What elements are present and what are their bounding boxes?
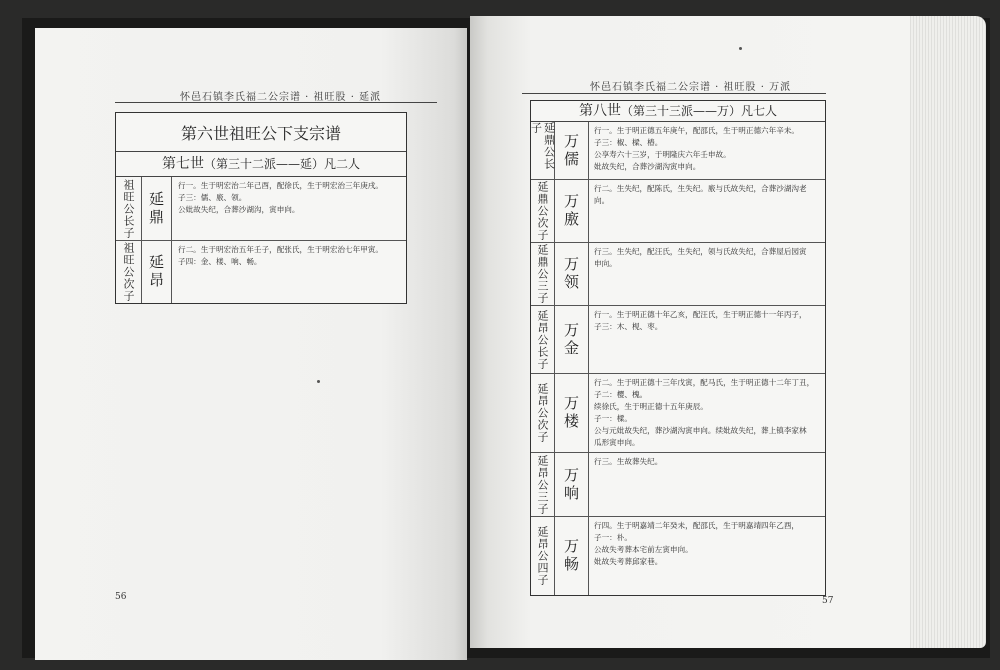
left-generation-paren: （第三十二派——延） (203, 157, 324, 171)
entry-description: 行一。生于明正德五年庚午，配邵氏，生于明正德六年辛未。 子三：椒、樑、椿。 公享寿六十三岁，于明隆庆六年壬申故。 妣故失纪，合葬沙湖沟寅申向。 (594, 126, 800, 171)
right-running-head: 怀邑石镇李氏福二公宗谱 · 祖旺股 · 万派 (590, 82, 792, 93)
entry-description: 行二。生失纪，配陈氏，生失纪。廒与氏故失纪，合葬沙湖沟老 向。 (594, 184, 807, 205)
right-entry-row (531, 306, 825, 374)
right-entry-row (531, 243, 825, 306)
entry-description: 行四。生于明嘉靖二年癸未，配邵氏，生于明嘉靖四年乙酉， 子一：朴。 公故失考葬本宅前左寅申向。 妣故失考葬邱家巷。 (594, 521, 800, 566)
entry-name: 万领 (555, 243, 589, 305)
entry-relation: 祖旺公次子 (116, 241, 142, 303)
entry-name: 延昂 (142, 241, 172, 303)
left-entries (116, 177, 406, 303)
right-entry-row (531, 122, 825, 180)
entry-description: 行二。生于明正德十三年戊寅，配马氏，生于明正德十二年丁丑， 子二：樱、槐。 续徐氏，生于明正德十五年庚辰。 子一：樑。 公与元妣故失纪，葬沙湖沟寅申向。续妣故失纪，葬上镇李家林 瓜形寅申向。 (594, 378, 815, 447)
right-page-speck (739, 47, 742, 50)
left-table-title: 第六世祖旺公下支宗谱 (180, 124, 341, 143)
right-generation-count: 凡七人 (741, 104, 778, 118)
entry-relation: 延昂公三子 (531, 453, 555, 516)
right-generation-header (531, 101, 825, 122)
left-running-head: 怀邑石镇李氏福二公宗谱 · 祖旺股 · 延派 (180, 92, 382, 103)
entry-description: 行二。生于明宏治五年壬子，配张氏，生于明宏治七年甲寅。 子四：金、楼、响、畅。 (178, 245, 384, 266)
left-entry-row (116, 177, 406, 241)
right-entry-row (531, 374, 825, 453)
entry-name: 万儒 (555, 122, 589, 179)
left-page-number: 56 (115, 592, 127, 602)
left-entry-row (116, 241, 406, 303)
entry-relation: 祖旺公长子 (116, 177, 142, 240)
entry-description: 行一。生于明宏治二年己酉，配徐氏，生于明宏治三年庚戌。 子三：儒、廒、领。 公妣故失纪，合葬沙湖沟，寅申向。 (178, 181, 384, 214)
entry-relation: 延昂公四子 (531, 517, 555, 595)
entry-relation: 延鼎公长子 (531, 122, 555, 179)
entry-relation: 延昂公长子 (531, 306, 555, 373)
right-page-number: 57 (822, 596, 834, 606)
left-generation-count: 凡二人 (324, 157, 361, 171)
entry-relation: 延鼎公三子 (531, 243, 555, 305)
entry-description: 行三。生失纪，配汪氏，生失纪，领与氏故失纪，合葬屋后园寅 申向。 (594, 247, 807, 268)
entry-name: 万楼 (555, 374, 589, 452)
right-entries (531, 122, 825, 595)
left-genealogy-table (115, 112, 407, 304)
entry-description: 行一。生于明正德十年乙亥，配汪氏，生于明正德十一年丙子， 子三：木、枧、枣。 (594, 310, 807, 331)
right-genealogy-table (530, 100, 826, 596)
right-generation-paren: （第三十三派——万） (620, 104, 741, 118)
right-entry-row (531, 453, 825, 517)
left-page-speck (317, 380, 320, 383)
entry-name: 万金 (555, 306, 589, 373)
entry-relation: 延昂公次子 (531, 374, 555, 452)
left-head-rule (115, 102, 437, 103)
entry-name: 万畅 (555, 517, 589, 595)
left-generation-main: 第七世 (161, 156, 204, 172)
entry-description: 行三。生故葬失纪。 (594, 457, 663, 466)
entry-relation: 延鼎公次子 (531, 180, 555, 242)
right-generation-main: 第八世 (578, 103, 621, 119)
entry-name: 万响 (555, 453, 589, 516)
left-generation-header (116, 151, 406, 177)
right-entry-row (531, 180, 825, 243)
page-stack-edge (908, 16, 986, 648)
right-page (470, 16, 910, 648)
entry-name: 万廒 (555, 180, 589, 242)
left-page (35, 28, 467, 660)
right-head-rule (522, 93, 826, 94)
entry-name: 延鼎 (142, 177, 172, 240)
right-entry-row (531, 517, 825, 595)
